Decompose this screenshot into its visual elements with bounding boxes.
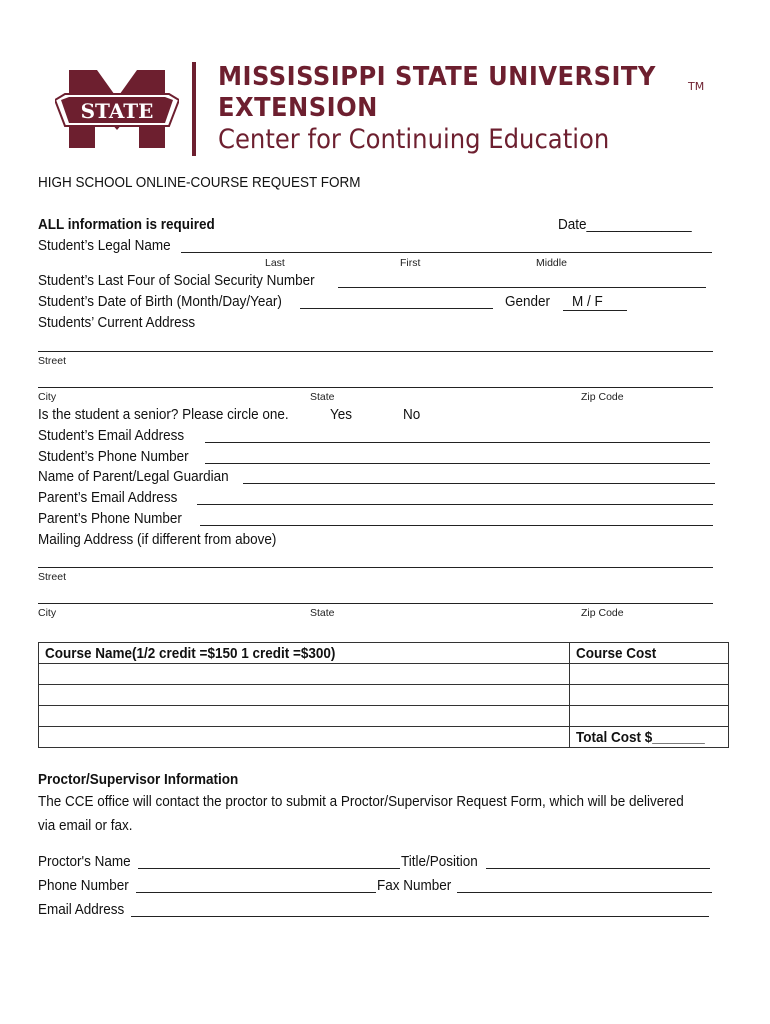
course-table: [38, 642, 729, 748]
all-required-note: ALL information is required: [38, 216, 215, 233]
badge-text: STATE: [80, 99, 154, 123]
mailing-city-state-zip-field[interactable]: [38, 603, 713, 604]
name-sub-middle: Middle: [536, 257, 567, 269]
senior-yes-option[interactable]: Yes: [330, 406, 353, 423]
mail-sub-street: Street: [38, 571, 67, 583]
student-phone-field[interactable]: [205, 463, 710, 464]
proctor-fax-label: Fax Number: [377, 877, 452, 894]
student-email-field[interactable]: [205, 442, 710, 443]
mailing-street-field[interactable]: [38, 567, 713, 568]
parent-phone-label: Parent’s Phone Number: [38, 510, 182, 527]
proctor-email-label: Email Address: [38, 901, 125, 918]
current-address-label: Students’ Current Address: [38, 314, 196, 331]
parent-phone-field[interactable]: [200, 525, 713, 526]
gender-field[interactable]: [563, 293, 627, 311]
senior-question: Is the student a senior? Please circle one.: [38, 406, 289, 423]
parent-name-field[interactable]: [243, 483, 715, 484]
logo-divider: [192, 62, 196, 156]
student-phone-label: Student’s Phone Number: [38, 448, 189, 465]
course-name-header: Course Name(1/2 credit =$150 1 credit =$300): [39, 643, 570, 664]
proctor-phone-field[interactable]: [136, 892, 376, 893]
logo-trademark: TM: [688, 80, 705, 93]
current-city-state-zip-field[interactable]: [38, 387, 713, 388]
current-street-field[interactable]: [38, 351, 713, 352]
table-row: [39, 685, 729, 706]
proctor-title-label: Title/Position: [401, 853, 478, 870]
parent-email-field[interactable]: [197, 504, 713, 505]
course-name-cell[interactable]: [39, 706, 570, 727]
proctor-fax-field[interactable]: [457, 892, 712, 893]
parent-name-label: Name of Parent/Legal Guardian: [38, 468, 229, 485]
mail-sub-state: State: [310, 607, 335, 619]
ssn-field[interactable]: [338, 287, 706, 288]
total-cost-cell[interactable]: Total Cost $_______: [570, 727, 729, 748]
logo-extension: EXTENSION: [218, 93, 378, 123]
addr-sub-city: City: [38, 391, 57, 403]
state-m-badge-icon: [55, 68, 179, 156]
senior-no-option[interactable]: No: [403, 406, 421, 423]
date-field[interactable]: Date______________: [558, 216, 692, 233]
course-table-header: [39, 643, 729, 664]
gender-label: Gender: [505, 293, 551, 310]
legal-name-field[interactable]: [181, 252, 712, 253]
course-cost-cell[interactable]: [570, 664, 729, 685]
total-blank-cell: [39, 727, 570, 748]
addr-sub-zip: Zip Code: [581, 391, 624, 403]
addr-sub-street: Street: [38, 355, 67, 367]
total-row: [39, 727, 729, 748]
legal-name-label: Student’s Legal Name: [38, 237, 171, 254]
student-email-label: Student’s Email Address: [38, 427, 185, 444]
course-cost-header: Course Cost: [570, 643, 729, 664]
proctor-heading: Proctor/Supervisor Information: [38, 771, 239, 788]
ssn-label: Student’s Last Four of Social Security Number: [38, 272, 315, 289]
table-row: [39, 706, 729, 727]
form-title: HIGH SCHOOL ONLINE-COURSE REQUEST FORM: [38, 174, 361, 191]
gender-value: M / F: [572, 293, 603, 310]
logo-university-name: MISSISSIPPI STATE UNIVERSITY: [218, 62, 656, 92]
addr-sub-state: State: [310, 391, 335, 403]
proctor-name-field[interactable]: [138, 868, 400, 869]
course-name-cell[interactable]: [39, 685, 570, 706]
course-cost-cell[interactable]: [570, 685, 729, 706]
parent-email-label: Parent’s Email Address: [38, 489, 178, 506]
proctor-email-field[interactable]: [131, 916, 709, 917]
course-name-cell[interactable]: [39, 664, 570, 685]
mailing-address-label: Mailing Address (if different from above): [38, 531, 277, 548]
mail-sub-city: City: [38, 607, 57, 619]
table-row: [39, 664, 729, 685]
proctor-phone-label: Phone Number: [38, 877, 129, 894]
logo-center-name: Center for Continuing Education: [218, 124, 610, 155]
course-cost-cell[interactable]: [570, 706, 729, 727]
proctor-paragraph-line1: The CCE office will contact the proctor to submit a Proctor/Supervisor Request Form, which will be delivered: [38, 793, 684, 810]
proctor-name-label: Proctor's Name: [38, 853, 131, 870]
name-sub-first: First: [400, 257, 421, 269]
proctor-paragraph-line2: via email or fax.: [38, 817, 133, 834]
mail-sub-zip: Zip Code: [581, 607, 624, 619]
name-sub-last: Last: [265, 257, 285, 269]
proctor-title-field[interactable]: [486, 868, 710, 869]
dob-label: Student’s Date of Birth (Month/Day/Year): [38, 293, 282, 310]
dob-field[interactable]: [300, 308, 493, 309]
